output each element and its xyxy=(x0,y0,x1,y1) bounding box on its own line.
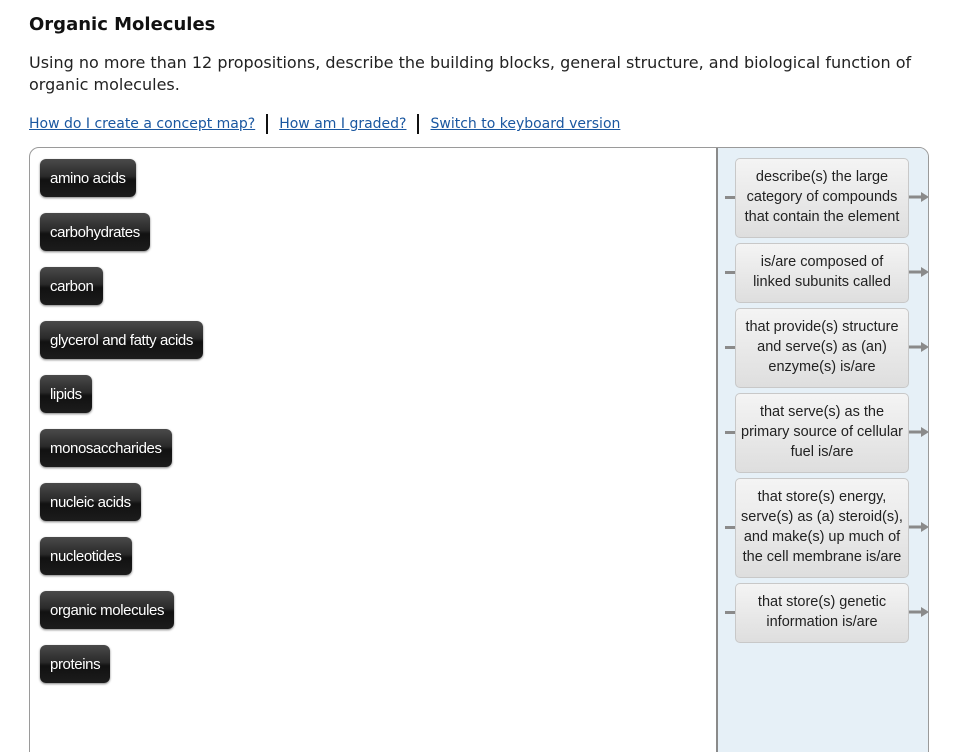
linking-phrase-card[interactable]: that provide(s) structure and serve(s) as (an) enzyme(s) is/are xyxy=(735,308,909,388)
connector-tail-icon[interactable] xyxy=(725,196,735,199)
connector-tail-icon[interactable] xyxy=(725,346,735,349)
linking-phrase-card[interactable]: that serve(s) as the primary source of cellular fuel is/are xyxy=(735,393,909,473)
arrow-right-icon[interactable] xyxy=(909,606,929,618)
linking-phrases-panel xyxy=(716,148,929,752)
linking-phrase-card[interactable]: that store(s) energy, serve(s) as (a) steroid(s), and make(s) up much of the cell membrane is/are xyxy=(735,478,909,578)
concept-chip-organic-molecules[interactable]: organic molecules xyxy=(40,591,174,629)
concept-chip-proteins[interactable]: proteins xyxy=(40,645,110,683)
connector-tail-icon[interactable] xyxy=(725,526,735,529)
connector-tail-icon[interactable] xyxy=(725,611,735,614)
arrow-right-icon[interactable] xyxy=(909,521,929,533)
linking-phrase-card[interactable]: describe(s) the large category of compounds that contain the element xyxy=(735,158,909,238)
how-graded-link[interactable]: How am I graded? xyxy=(279,116,407,132)
help-links-bar xyxy=(29,114,620,134)
concept-map-workspace[interactable] xyxy=(29,147,929,752)
arrow-right-icon[interactable] xyxy=(909,341,929,353)
arrow-right-icon[interactable] xyxy=(909,426,929,438)
arrow-right-icon[interactable] xyxy=(909,191,929,203)
connector-tail-icon[interactable] xyxy=(725,431,735,434)
link-separator xyxy=(417,114,419,134)
concept-word-bank xyxy=(30,148,716,752)
concept-chip-amino-acids[interactable]: amino acids xyxy=(40,159,136,197)
concept-chip-nucleotides[interactable]: nucleotides xyxy=(40,537,132,575)
connector-tail-icon[interactable] xyxy=(725,271,735,274)
question-prompt: Using no more than 12 propositions, describe the building blocks, general structure, and biological function of organic molecules. xyxy=(29,53,912,94)
how-to-create-map-link[interactable]: How do I create a concept map? xyxy=(29,116,256,132)
arrow-right-icon[interactable] xyxy=(909,266,929,278)
concept-chip-carbon[interactable]: carbon xyxy=(40,267,103,305)
link-separator xyxy=(266,114,268,134)
concept-chip-glycerol-and-fatty-acids[interactable]: glycerol and fatty acids xyxy=(40,321,203,359)
linking-phrase-card[interactable]: is/are composed of linked subunits called xyxy=(735,243,909,303)
linking-phrase-card[interactable]: that store(s) genetic information is/are xyxy=(735,583,909,643)
concept-chip-nucleic-acids[interactable]: nucleic acids xyxy=(40,483,141,521)
keyboard-version-link[interactable]: Switch to keyboard version xyxy=(430,116,621,132)
page-title: Organic Molecules xyxy=(29,14,216,35)
concept-chip-lipids[interactable]: lipids xyxy=(40,375,92,413)
concept-chip-carbohydrates[interactable]: carbohydrates xyxy=(40,213,150,251)
concept-chip-monosaccharides[interactable]: monosaccharides xyxy=(40,429,172,467)
